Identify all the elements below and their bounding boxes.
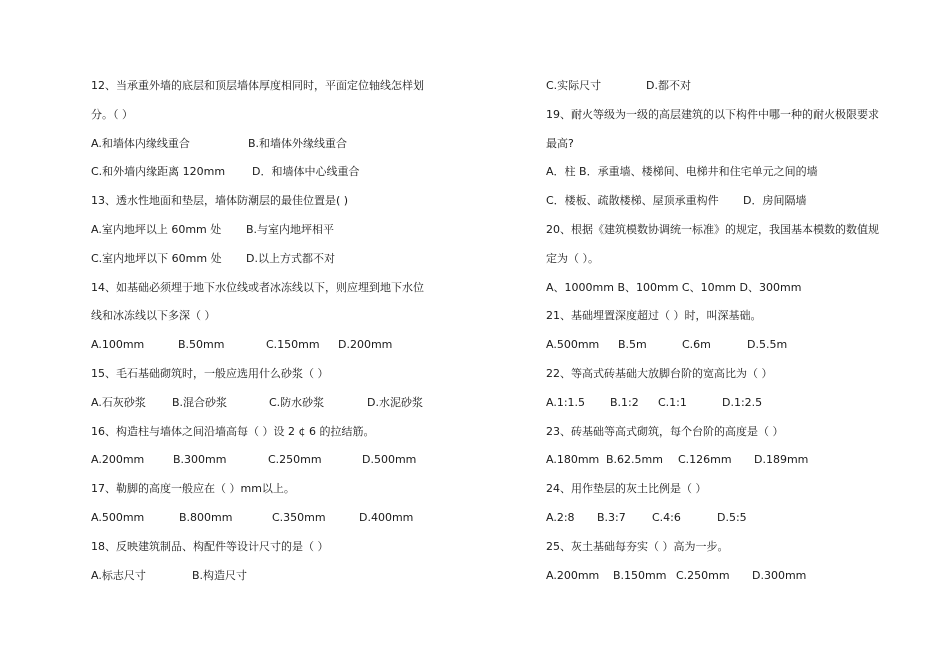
answer-option: D.500mm <box>362 453 417 467</box>
answer-option: A.500mm <box>91 510 145 524</box>
answer-option: D.水泥砂浆 <box>367 395 423 409</box>
text-line: A．柱 B．承重墙、楼梯间、电梯井和住宅单元之间的墙 <box>546 165 818 179</box>
answer-option: C.150mm <box>266 338 320 352</box>
question-stem: 25、灰土基础每夯实（ ）高为一步。 <box>546 539 729 553</box>
question-stem: 14、如基础必须埋于地下水位线或者冰冻线以下，则应埋到地下水位 <box>91 280 424 294</box>
question-stem: 15、毛石基础砌筑时，一般应选用什么砂浆（ ） <box>91 366 329 380</box>
answer-option: A.石灰砂浆 <box>91 395 146 409</box>
question-stem: 19、耐火等级为一级的高层建筑的以下构件中哪一种的耐火极限要求 <box>546 107 879 121</box>
question-stem: 12、当承重外墙的底层和顶层墙体厚度相同时，平面定位轴线怎样划 <box>91 79 424 92</box>
answer-option: B.3:7 <box>597 510 626 524</box>
answer-option: C.350mm <box>272 510 326 524</box>
answer-option: C.6m <box>682 338 711 352</box>
answer-option: B.62.5mm <box>606 453 663 467</box>
answer-option: B.50mm <box>178 338 225 352</box>
answer-option: C.250mm <box>676 568 730 582</box>
answer-option: C.1:1 <box>658 395 687 409</box>
answer-option: B.与室内地坪相平 <box>246 222 335 236</box>
answer-option: B.300mm <box>173 453 227 467</box>
answer-option: C.室内地坪以下 60mm 处 <box>91 251 222 265</box>
answer-options <box>91 506 436 535</box>
answer-option: A.100mm <box>91 338 145 352</box>
answer-option: D.都不对 <box>646 79 691 92</box>
text-line: A、1000mm B、100mm C、10mm D、300mm <box>546 280 802 294</box>
answer-option: A.标志尺寸 <box>91 568 146 582</box>
answer-option: C.250mm <box>268 453 322 467</box>
answer-option: D.300mm <box>752 568 807 582</box>
answer-options <box>546 448 891 477</box>
answer-options <box>91 391 436 420</box>
answer-options <box>546 333 891 362</box>
text-line: 分。（ ） <box>91 107 133 121</box>
answer-option: D.189mm <box>754 453 809 467</box>
right-column <box>546 74 891 592</box>
answer-options <box>546 74 891 103</box>
answer-options <box>91 160 436 189</box>
answer-option: B.800mm <box>179 510 233 524</box>
left-column <box>91 74 436 592</box>
answer-option: D.5:5 <box>717 510 747 524</box>
answer-option: D．和墙体中心线重合 <box>252 165 360 179</box>
answer-option: B.150mm <box>613 568 667 582</box>
answer-option: A.和墙体内缘线重合 <box>91 136 190 150</box>
question-stem: 17、勒脚的高度一般应在（ ）mm以上。 <box>91 482 295 496</box>
answer-options <box>546 391 891 420</box>
answer-option: D.1:2.5 <box>722 395 763 409</box>
answer-options <box>91 564 436 593</box>
question-stem: 24、用作垫层的灰土比例是（ ） <box>546 482 707 496</box>
answer-option: C.4:6 <box>652 510 681 524</box>
text-line: 定为（ ）。 <box>546 251 599 265</box>
answer-options <box>91 247 436 276</box>
answer-options <box>91 448 436 477</box>
answer-option: C.126mm <box>678 453 732 467</box>
answer-option: C.实际尺寸 <box>546 79 602 92</box>
answer-options <box>91 132 436 161</box>
answer-option: A.180mm <box>546 453 600 467</box>
answer-option: B.混合砂浆 <box>172 395 228 409</box>
answer-option: A.200mm <box>91 453 145 467</box>
question-stem: 20、根据《建筑模数协调统一标准》的规定，我国基本模数的数值规 <box>546 222 879 236</box>
question-stem: 16、构造柱与墙体之间沿墙高每（ ）设 2 ¢ 6 的拉结筋。 <box>91 424 375 438</box>
answer-option: B.构造尺寸 <box>192 568 248 582</box>
answer-option: B.5m <box>618 338 647 352</box>
answer-option: A.500mm <box>546 338 600 352</box>
answer-option: A.室内地坪以上 60mm 处 <box>91 222 222 236</box>
answer-options <box>546 564 891 593</box>
answer-option: C.和外墙内缘距离 120mm <box>91 165 226 179</box>
answer-option: D.200mm <box>338 338 393 352</box>
question-stem: 22、等高式砖基础大放脚台阶的宽高比为（ ） <box>546 366 773 380</box>
text-line: 最高? <box>546 136 574 150</box>
answer-option: D.5.5m <box>747 338 788 352</box>
question-stem: 23、砖基础等高式砌筑，每个台阶的高度是（ ） <box>546 424 784 438</box>
text-line: 线和冰冻线以下多深（ ） <box>91 309 216 323</box>
answer-option: D.400mm <box>359 510 414 524</box>
answer-option: A.200mm <box>546 568 600 582</box>
answer-options <box>546 189 891 218</box>
answer-option: B.和墙体外缘线重合 <box>248 136 348 150</box>
answer-option: C.防水砂浆 <box>269 395 325 409</box>
answer-option: B.1:2 <box>610 395 639 409</box>
answer-option: A.2:8 <box>546 510 575 524</box>
question-stem: 18、反映建筑制品、构配件等设计尺寸的是（ ） <box>91 539 329 553</box>
answer-option: D．房间隔墙 <box>743 194 807 208</box>
answer-options <box>91 333 436 362</box>
answer-option: A.1:1.5 <box>546 395 586 409</box>
answer-option: D.以上方式都不对 <box>246 251 335 265</box>
answer-options <box>546 506 891 535</box>
answer-option: C．楼板、疏散楼梯、屋顶承重构件 <box>546 194 719 208</box>
question-stem: 13、透水性地面和垫层，墙体防潮层的最佳位置是( ) <box>91 194 349 208</box>
answer-options <box>91 218 436 247</box>
question-stem: 21、基础埋置深度超过（ ）时，叫深基础。 <box>546 309 762 323</box>
